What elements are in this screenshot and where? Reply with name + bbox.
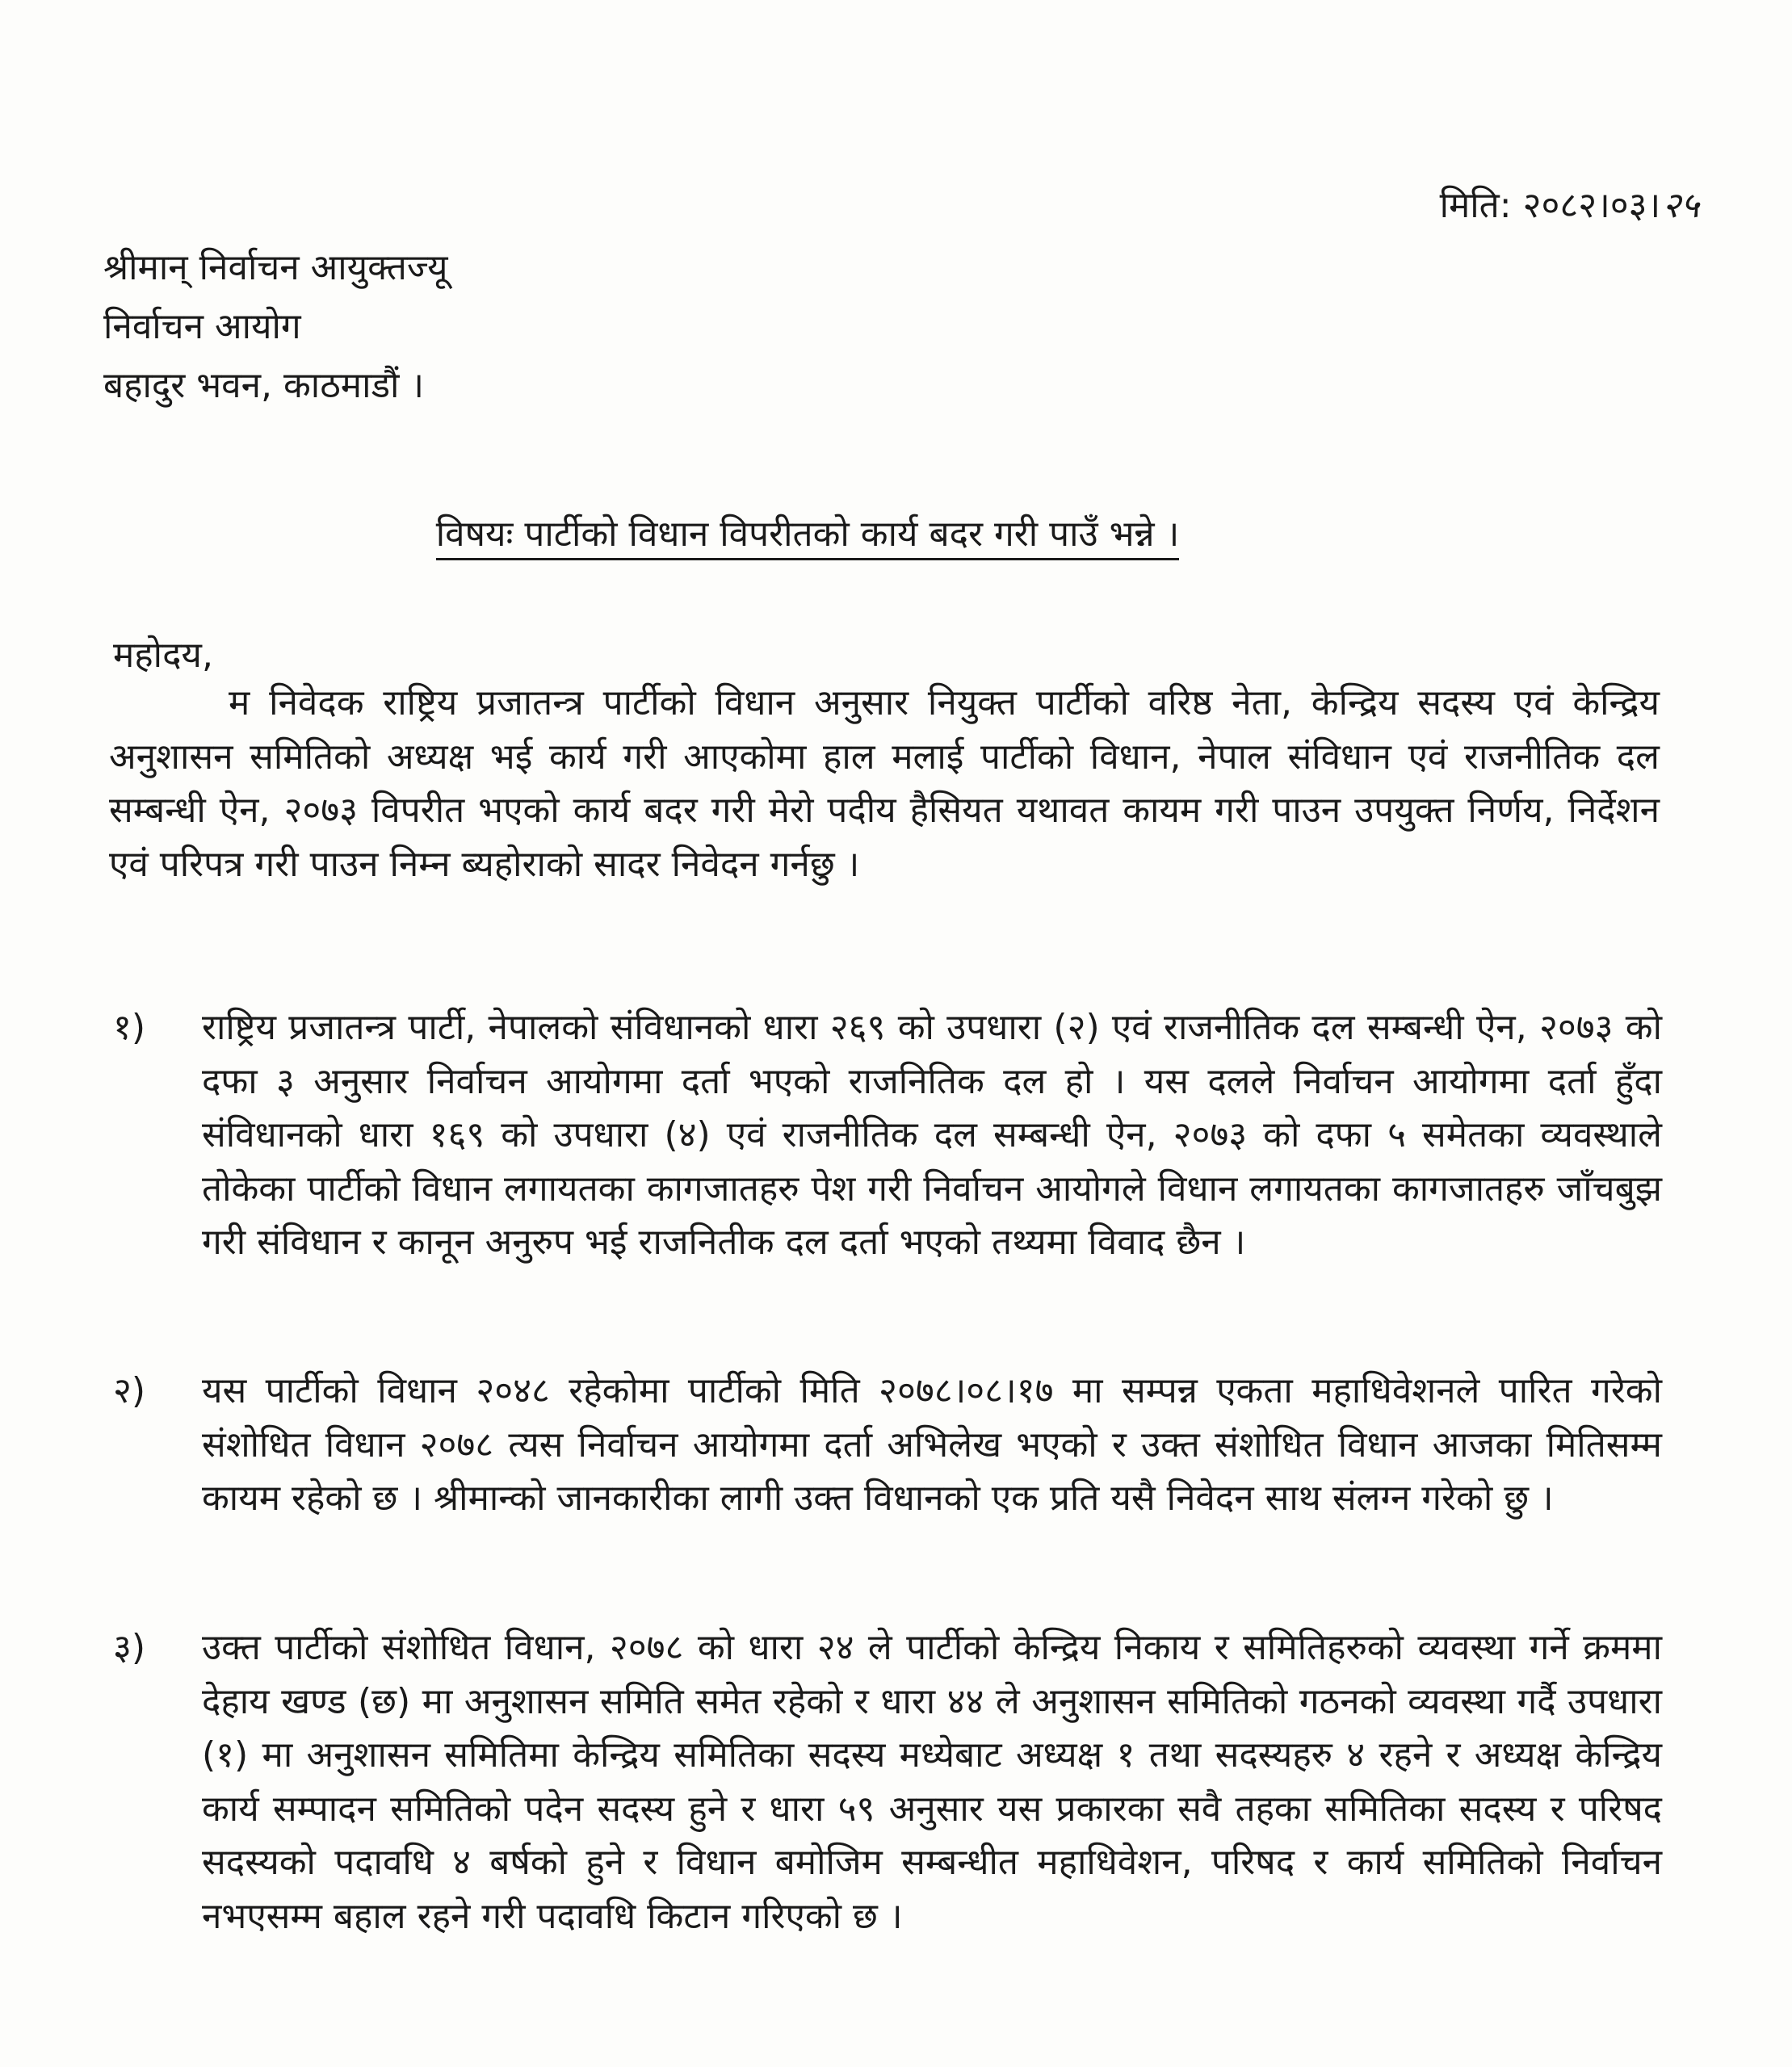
- addressee-line: निर्वाचन आयोग: [103, 306, 301, 347]
- item-number: १): [113, 1007, 146, 1048]
- numbered-item: [103, 1621, 1662, 1943]
- date-label: मिति:: [1439, 185, 1512, 226]
- addressee-block: [103, 238, 448, 415]
- numbered-item: [103, 1001, 1662, 1270]
- addressee-line: श्रीमान् निर्वाचन आयुक्तज्यू: [103, 247, 448, 288]
- subject-line: [0, 509, 1615, 560]
- date-value: २०८२।०३।: [1522, 185, 1661, 226]
- addressee-line: बहादुर भवन, काठमाडौं ।: [103, 365, 425, 406]
- item-number: ३): [113, 1627, 146, 1668]
- item-text: उक्त पार्टीको संशोधित विधान, २०७८ को धारा २४ ले पार्टीको केन्द्रिय निकाय र समितिहरुको व्यवस्था गर्ने क्रममा देहाय खण्ड (छ) मा अनुशासन समिति समेत रहेको र धारा ४४ ले अनुशासन समितिको गठनको व्यवस्था गर्दै उपधारा (१) मा अनुशासन समितिमा केन्द्रिय समितिका सदस्य मध्येबाट अध्यक्ष १ तथा सदस्यहरु ४ रहने र अध्यक्ष केन्द्रिय कार्य सम्पादन समितिको पदेन सदस्य हुने र धारा ५९ अनुसार यस प्रकारका सवै तहका समितिका सदस्य र परिषद सदस्यको पदावधि ४ बर्षको हुने र विधान बमोजिम सम्बन्धीत महाधिवेशन, परिषद र कार्य समितिको निर्वाचन नभएसम्म बहाल रहने गरी पदावधि किटान गरिएको छ ।: [202, 1627, 1662, 1937]
- salutation: महोदय,: [113, 635, 213, 676]
- intro-paragraph: म निवेदक राष्ट्रिय प्रजातन्त्र पार्टीको विधान अनुसार नियुक्त पार्टीको वरिष्ठ नेता, केन्द्रिय सदस्य एवं केन्द्रिय अनुशासन समितिको अध्यक्ष भई कार्य गरी आएकोमा हाल मलाई पार्टीको विधान, नेपाल संविधान एवं राजनीतिक दल सम्बन्धी ऐन, २०७३ विपरीत भएको कार्य बदर गरी मेरो पदीय हैसियत यथावत कायम गरी पाउन उपयुक्त निर्णय, निर्देशन एवं परिपत्र गरी पाउन निम्न ब्यहोराको सादर निवेदन गर्नछु ।: [109, 682, 1660, 885]
- item-text: यस पार्टीको विधान २०४८ रहेकोमा पार्टीको मिति २०७८।०८।१७ मा सम्पन्न एकता महाधिवेशनले पारित गरेको संशोधित विधान २०७८ त्यस निर्वाचन आयोगमा दर्ता अभिलेख भएको र उक्त संशोधित विधान आजका मितिसम्म कायम रहेको छ । श्रीमान्को जानकारीका लागी उक्त विधानको एक प्रति यसै निवेदन साथ संलग्न गरेको छु ।: [202, 1370, 1662, 1519]
- letter-date: [1440, 182, 1699, 230]
- item-text: राष्ट्रिय प्रजातन्त्र पार्टी, नेपालको संविधानको धारा २६९ को उपधारा (२) एवं राजनीतिक दल सम्बन्धी ऐन, २०७३ को दफा ३ अनुसार निर्वाचन आयोगमा दर्ता भएको राजनितिक दल हो । यस दलले निर्वाचन आयोगमा दर्ता हुँदा संविधानको धारा १६९ को उपधारा (४) एवं राजनीतिक दल सम्बन्धी ऐन, २०७३ को दफा ५ समेतका व्यवस्थाले तोकेका पार्टीको विधान लगायतका कागजातहरु पेश गरी निर्वाचन आयोगले विधान लगायतका कागजातहरु जाँचबुझ गरी संविधान र कानून अनुरुप भई राजनितीक दल दर्ता भएको तथ्यमा विवाद छैन ।: [202, 1007, 1662, 1263]
- numbered-item: [103, 1365, 1662, 1526]
- date-day-handwritten: २५: [1662, 185, 1699, 226]
- item-number: २): [113, 1370, 146, 1411]
- subject-text: विषयः पार्टीको विधान विपरीतको कार्य बदर गरी पाउँ भन्ने ।: [436, 514, 1180, 560]
